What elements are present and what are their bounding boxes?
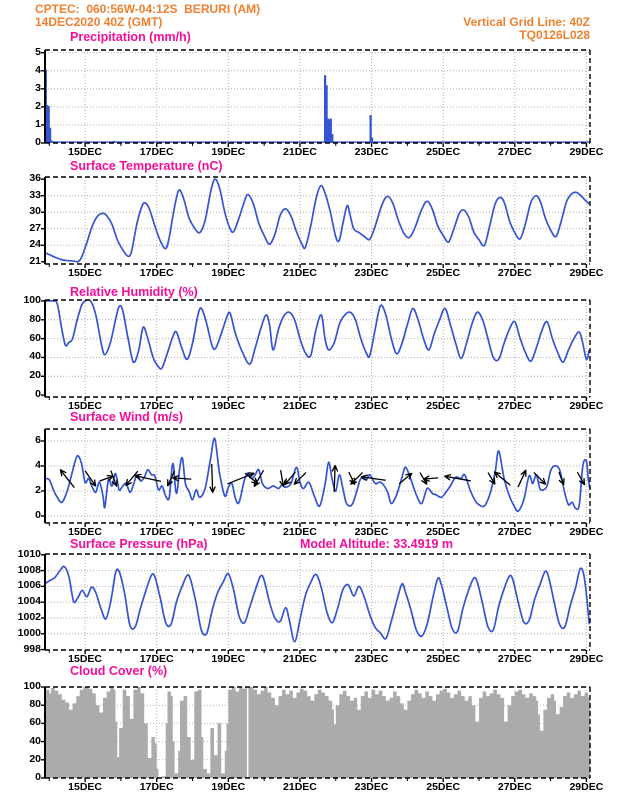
- y-tick-label: 0: [35, 771, 41, 783]
- x-tick-label: 21DEC: [283, 781, 317, 793]
- temperature-line: [46, 179, 590, 262]
- x-tick-label: 27DEC: [497, 267, 532, 279]
- y-tick-label: 24: [29, 238, 41, 251]
- x-tick-label: 19DEC: [211, 146, 246, 158]
- precipitation-chart: [41, 50, 590, 147]
- wind-direction-arrow: [280, 471, 285, 487]
- x-tick-label: 29DEC: [569, 781, 604, 793]
- station-header: CPTEC: 060:56W-04:12S BERURI (AM): [35, 2, 261, 16]
- y-tick-label: 27: [29, 221, 41, 234]
- wind-direction-arrow: [495, 472, 510, 485]
- x-tick-label: 15DEC: [68, 526, 103, 538]
- x-tick-label: 15DEC: [68, 267, 103, 279]
- y-tick-label: 80: [29, 312, 41, 325]
- y-tick-label: 2: [35, 99, 41, 112]
- y-tick-label: 33: [29, 188, 41, 201]
- run-datetime: 14DEC2020 40Z (GMT): [35, 15, 163, 29]
- y-tick-label: 40: [29, 734, 41, 747]
- x-tick-label: 23DEC: [354, 526, 389, 538]
- x-tick-label: 23DEC: [354, 146, 389, 158]
- cloud-cover-title: Cloud Cover (%): [70, 664, 168, 678]
- wind-direction-arrow: [424, 476, 438, 481]
- humidity-chart: [41, 300, 590, 401]
- y-tick-label: 1006: [17, 579, 41, 592]
- x-tick-label: 19DEC: [211, 653, 246, 665]
- x-tick-label: 23DEC: [354, 400, 389, 412]
- y-tick-label: 1004: [17, 595, 41, 608]
- y-tick-label: 1000: [17, 626, 41, 639]
- cloud-chart: [41, 687, 590, 782]
- x-tick-label: 29DEC: [569, 526, 604, 538]
- x-tick-label: 17DEC: [139, 267, 174, 279]
- cloud-cover-area: [46, 687, 590, 778]
- pressure-title: Surface Pressure (hPa): [70, 537, 208, 551]
- y-tick-label: 21: [29, 254, 41, 267]
- y-tick-label: 998: [23, 642, 41, 655]
- y-tick-label: 1010: [17, 547, 41, 560]
- x-tick-label: 25DEC: [426, 146, 461, 158]
- x-tick-label: 25DEC: [426, 400, 461, 412]
- wind-direction-arrow: [100, 476, 113, 481]
- y-tick-label: 1002: [17, 611, 41, 623]
- wind-chart: [41, 429, 590, 527]
- pressure-line: [46, 566, 590, 641]
- x-tick-label: 21DEC: [283, 146, 317, 158]
- y-tick-label: 4: [35, 63, 41, 76]
- y-tick-label: 1: [35, 117, 41, 130]
- x-tick-label: 23DEC: [354, 267, 389, 279]
- wind-direction-arrow: [534, 473, 545, 484]
- y-tick-label: 4: [35, 459, 41, 471]
- x-tick-label: 29DEC: [569, 267, 604, 279]
- x-tick-label: 21DEC: [283, 526, 317, 538]
- temperature-chart: [41, 177, 590, 268]
- x-tick-label: 19DEC: [211, 781, 246, 793]
- humidity-line: [46, 300, 590, 369]
- x-tick-label: 21DEC: [283, 653, 317, 665]
- x-tick-label: 19DEC: [211, 400, 246, 412]
- y-tick-label: 1008: [17, 563, 41, 576]
- y-tick-label: 100: [23, 680, 41, 692]
- humidity-title: Relative Humidity (%): [70, 285, 198, 299]
- x-tick-label: 15DEC: [68, 653, 103, 665]
- y-tick-label: 40: [29, 350, 41, 363]
- x-tick-label: 23DEC: [354, 653, 389, 665]
- x-tick-label: 29DEC: [569, 146, 604, 158]
- y-tick-label: 0: [35, 388, 41, 401]
- x-tick-label: 27DEC: [497, 400, 532, 412]
- y-tick-label: 60: [29, 331, 41, 344]
- precipitation-title: Precipitation (mm/h): [70, 30, 191, 44]
- y-tick-label: 36: [29, 172, 41, 185]
- x-tick-label: 29DEC: [569, 400, 604, 412]
- x-tick-label: 21DEC: [283, 400, 317, 412]
- wind-direction-arrow: [518, 470, 526, 486]
- x-tick-label: 27DEC: [497, 781, 532, 793]
- wind-direction-arrow: [228, 473, 254, 484]
- y-tick-label: 100: [23, 293, 41, 306]
- y-tick-label: 2: [35, 484, 41, 496]
- vertical-grid-note: Vertical Grid Line: 40Z: [463, 15, 590, 29]
- x-tick-label: 15DEC: [68, 400, 103, 412]
- x-tick-label: 25DEC: [426, 526, 461, 538]
- wind-direction-arrow: [210, 465, 215, 493]
- model-tag: TQ0126L028: [519, 28, 590, 42]
- x-tick-label: 27DEC: [497, 653, 532, 665]
- x-tick-label: 25DEC: [426, 267, 461, 279]
- y-tick-label: 60: [29, 716, 41, 729]
- y-tick-label: 20: [29, 752, 41, 765]
- x-tick-label: 17DEC: [139, 146, 174, 158]
- wind-line: [46, 438, 590, 511]
- x-tick-label: 23DEC: [354, 781, 389, 793]
- x-tick-label: 17DEC: [139, 526, 174, 538]
- x-tick-label: 25DEC: [426, 781, 461, 793]
- x-tick-label: 19DEC: [211, 267, 246, 279]
- x-tick-label: 17DEC: [139, 653, 174, 665]
- wind-direction-arrow: [578, 472, 585, 484]
- wind-direction-arrow: [173, 476, 191, 481]
- y-tick-label: 3: [35, 81, 41, 94]
- model-altitude-label: Model Altitude: 33.4919 m: [300, 537, 454, 551]
- x-tick-label: 25DEC: [426, 653, 461, 665]
- y-tick-label: 0: [35, 509, 41, 521]
- pressure-chart: [41, 554, 590, 654]
- y-tick-label: 30: [29, 205, 41, 218]
- x-tick-label: 27DEC: [497, 526, 532, 538]
- wind-title: Surface Wind (m/s): [70, 410, 184, 424]
- x-tick-label: 15DEC: [68, 781, 103, 793]
- x-tick-label: 21DEC: [283, 267, 317, 279]
- x-tick-label: 27DEC: [497, 146, 532, 158]
- y-tick-label: 6: [35, 434, 41, 446]
- x-tick-label: 19DEC: [211, 526, 246, 538]
- y-tick-label: 80: [29, 698, 41, 711]
- x-tick-label: 17DEC: [139, 781, 174, 793]
- x-tick-label: 29DEC: [569, 653, 604, 665]
- x-tick-label: 15DEC: [68, 146, 103, 158]
- x-tick-label: 17DEC: [139, 400, 174, 412]
- y-tick-label: 5: [35, 45, 41, 58]
- y-tick-label: 20: [29, 369, 41, 382]
- temperature-title: Surface Temperature (nC): [70, 159, 223, 173]
- y-tick-label: 0: [35, 136, 41, 148]
